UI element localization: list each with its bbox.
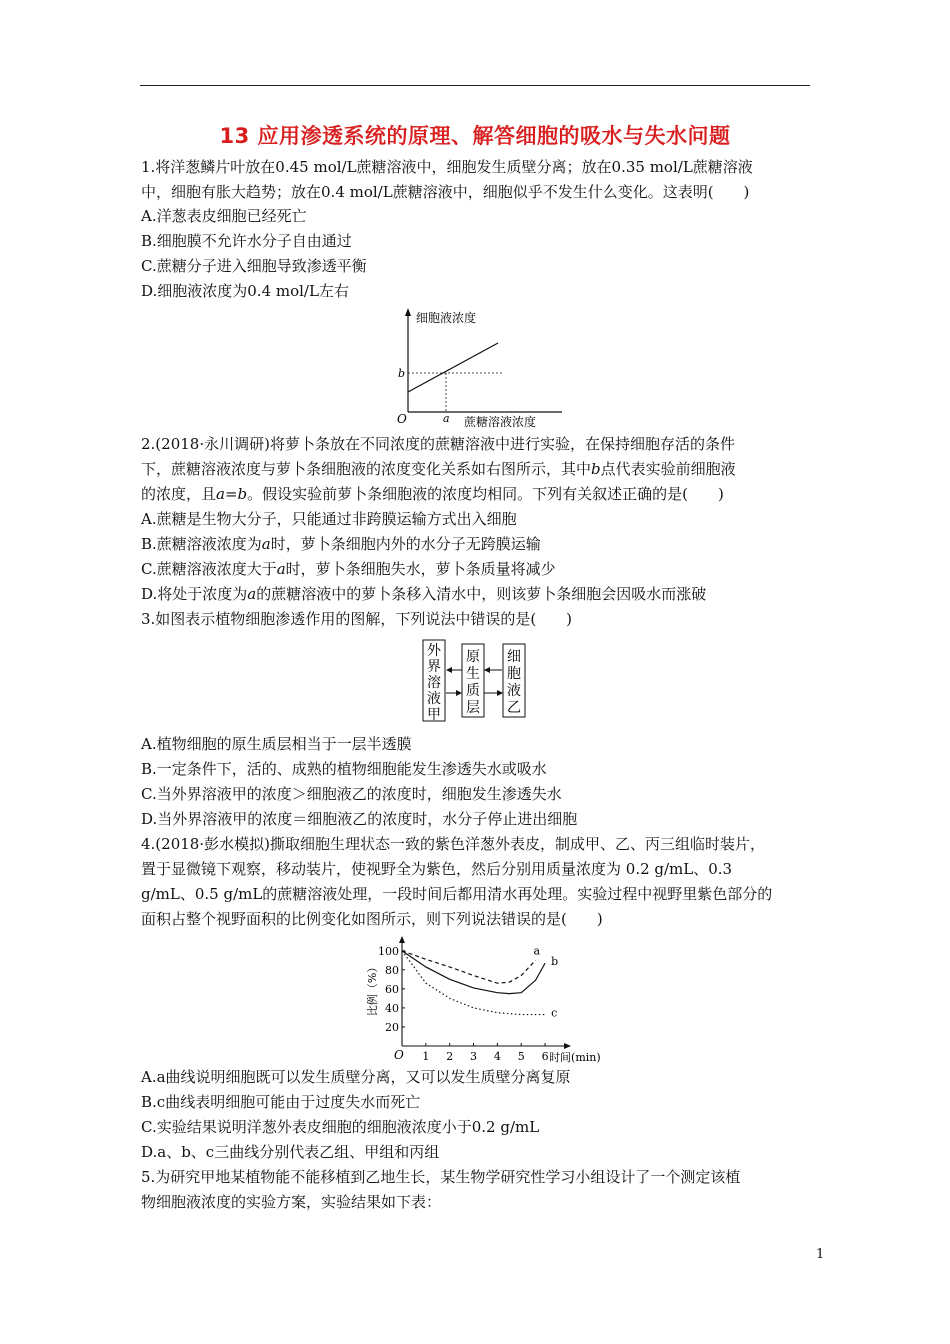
fig1-y-arrow [405, 308, 411, 316]
q3-option-c: C.当外界溶液甲的浓度＞细胞液乙的浓度时，细胞发生渗透失水 [141, 785, 562, 803]
fig1-origin: O [397, 412, 407, 426]
arrow2-left-head [484, 667, 490, 673]
q5-stem-line2: 物细胞液浓度的实验方案，实验结果如下表： [141, 1193, 442, 1211]
q5-stem-line1: 5.为研究甲地某植物能不能移植到乙地生长，某生物学研究性学习小组设计了一个测定该植 [141, 1168, 741, 1186]
q2-option-c: C.蔗糖溶液浓度大于a时，萝卜条细胞失水，萝卜条质量将减少 [141, 560, 556, 578]
fig1-a-label: a [443, 412, 450, 425]
q4-stem-line1: 4.(2018·彭水模拟)撕取细胞生理状态一致的紫色洋葱外表皮，制成甲、乙、丙三组临时装片， [141, 835, 765, 853]
page-number: 1 [816, 1247, 825, 1262]
q1-option-c: C.蔗糖分子进入细胞导致渗透平衡 [141, 257, 367, 275]
page-title: 13 应用渗透系统的原理、解答细胞的吸水与失水问题 [219, 124, 731, 148]
x-tick-label: 5 [517, 1050, 525, 1063]
q4-stem-line2: 置于显微镜下观察，移动装片，使视野全为紫色，然后分别用质量浓度为 0.2 g/mL、0.3 [141, 860, 733, 878]
box-mid-char: 质 [466, 683, 480, 699]
box-left-char: 溶 [427, 675, 441, 691]
x-tick-label: 1 [422, 1050, 430, 1063]
osmosis-diagram [420, 638, 530, 724]
q4-stem-line4: 面积占整个视野面积的比例变化如图所示，则下列说法错误的是( ) [141, 910, 603, 928]
box-right-char: 乙 [507, 700, 521, 716]
q2-option-a: A.蔗糖是生物大分子，只能通过非跨膜运输方式出入细胞 [141, 510, 517, 528]
y-tick-label: 40 [385, 1001, 399, 1015]
q4-option-d: D.a、b、c三曲线分别代表乙组、甲组和丙组 [141, 1143, 440, 1161]
series-label-a: a [533, 944, 541, 958]
q4-stem-line3: g/mL、0.5 g/mL的蔗糖溶液处理，一段时间后都用清水再处理。实验过程中视野里紫色部分的 [141, 885, 773, 903]
box-left-char: 液 [427, 691, 441, 707]
box-right-char: 胞 [507, 666, 521, 682]
y-axis-label: 比例（%） [366, 961, 379, 1017]
y-axis-arrow [399, 936, 405, 943]
y-tick-label: 60 [385, 982, 399, 996]
origin-label: O [394, 1048, 404, 1062]
q1-option-a: A.洋葱表皮细胞已经死亡 [141, 207, 307, 225]
x-tick-label: 2 [446, 1050, 454, 1063]
series-label-c: c [551, 1006, 558, 1020]
q2-stem-line1: 2.(2018·永川调研)将萝卜条放在不同浓度的蔗糖溶液中进行实验，在保持细胞存活的条件 [141, 435, 735, 453]
x-tick-label: 6 [541, 1050, 549, 1063]
q3-option-d: D.当外界溶液甲的浓度＝细胞液乙的浓度时，水分子停止进出细胞 [141, 810, 578, 828]
q3-option-a: A.植物细胞的原生质层相当于一层半透膜 [141, 735, 412, 753]
q1-stem-line2: 中，细胞有胀大趋势；放在0.4 mol/L蔗糖溶液中，细胞似乎不发生什么变化。这表明( ) [141, 183, 750, 201]
series-line-a [402, 951, 536, 983]
x-tick-label: 4 [493, 1050, 501, 1063]
q3-option-b: B.一定条件下，活的、成熟的植物细胞能发生渗透失水或吸水 [141, 760, 547, 778]
q3-stem: 3.如图表示植物细胞渗透作用的图解，下列说法中错误的是( ) [141, 610, 573, 628]
box-mid-char: 层 [466, 700, 480, 716]
box-right-char: 细 [507, 649, 521, 665]
series-label-b: b [551, 955, 559, 969]
q2-option-d: D.将处于浓度为a的蔗糖溶液中的萝卜条移入清水中，则该萝卜条细胞会因吸水而涨破 [141, 585, 707, 603]
fig1-xlabel: 蔗糖溶液浓度 [464, 415, 537, 429]
arrow2-right-head [497, 690, 503, 696]
box-left-char: 外 [427, 643, 441, 659]
q2-option-b: B.蔗糖溶液浓度为a时，萝卜条细胞内外的水分子无跨膜运输 [141, 535, 541, 553]
header-rule [140, 85, 810, 86]
y-tick-label: 80 [385, 963, 399, 977]
q4-option-a: A.a曲线说明细胞既可以发生质壁分离，又可以发生质壁分离复原 [141, 1068, 571, 1086]
x-axis-label: 时间(min) [549, 1051, 601, 1064]
series-line-b [402, 951, 545, 994]
fig1-ylabel: 细胞液浓度 [416, 311, 477, 325]
q1-option-b: B.细胞膜不允许水分子自由通过 [141, 232, 352, 250]
box-left-char: 甲 [427, 707, 441, 723]
q4-option-c: C.实验结果说明洋葱外表皮细胞的细胞液浓度小于0.2 g/mL [141, 1118, 540, 1136]
fig1-line [408, 343, 498, 392]
x-tick-label: 3 [470, 1050, 478, 1063]
q2-stem-line3: 的浓度，且a=b。假设实验前萝卜条细胞液的浓度均相同。下列有关叙述正确的是( ) [141, 485, 724, 503]
box-right-char: 液 [507, 683, 521, 699]
x-axis-arrow [564, 1043, 571, 1049]
arrow-right-head [456, 690, 462, 696]
q4-option-b: B.c曲线表明细胞可能由于过度失水而死亡 [141, 1093, 421, 1111]
proportion-line-chart [362, 936, 601, 1064]
box-mid-char: 原 [466, 649, 480, 665]
q1-stem-line1: 1.将洋葱鳞片叶放在0.45 mol/L蔗糖溶液中，细胞发生质壁分离；放在0.35 mol/L蔗糖溶液 [141, 158, 753, 176]
concentration-figure [380, 304, 570, 432]
fig1-b-label: b [398, 367, 406, 380]
q1-option-d: D.细胞液浓度为0.4 mol/L左右 [141, 282, 349, 300]
box-mid-char: 生 [466, 666, 480, 682]
arrow-left-head [446, 667, 452, 673]
y-tick-label: 20 [385, 1020, 399, 1034]
box-left-char: 界 [427, 659, 441, 675]
series-line-c [402, 951, 545, 1015]
q2-stem-line2: 下，蔗糖溶液浓度与萝卜条细胞液的浓度变化关系如右图所示，其中b点代表实验前细胞液 [141, 460, 736, 478]
y-tick-label: 100 [378, 944, 399, 958]
